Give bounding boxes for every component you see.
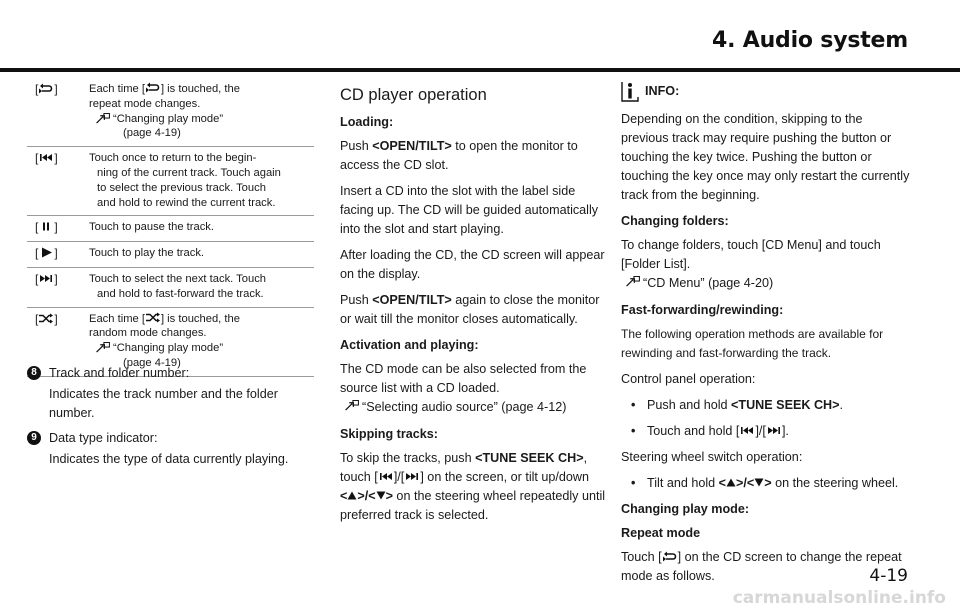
info-icon <box>621 80 639 102</box>
item-description: Indicates the track number and the folder number. <box>49 387 278 420</box>
column-3 <box>621 80 911 593</box>
desc-text: Touch once to return to the begin- <box>89 152 257 165</box>
table-key: [ ] <box>27 307 87 376</box>
text: on the steering wheel repeatedly until preferred track is selected. <box>340 489 606 522</box>
text: ] on the CD screen to change the repeat mode as follows. <box>621 550 902 583</box>
paragraph: After loading the CD, the CD screen will appear on the display. <box>340 248 605 281</box>
button-name: <TUNE SEEK CH> <box>731 398 840 412</box>
reference-page: (page 4-19) <box>123 356 181 369</box>
text: , <box>583 451 588 465</box>
bullet: • <box>631 476 636 490</box>
table-row <box>27 147 314 216</box>
table-key: [ ] <box>27 216 87 242</box>
text: To skip the tracks, push <box>340 451 476 465</box>
info-label: INFO: <box>645 84 680 98</box>
reference-text: “Changing play mode” <box>113 112 224 125</box>
next-track-icon <box>766 425 782 436</box>
desc-text: Touch to pause the track. <box>89 221 215 234</box>
text: < <box>340 489 348 503</box>
reference-text: “CD Menu” (page 4-20) <box>643 276 774 290</box>
text: ]/[ <box>755 424 766 438</box>
reference-pointer-icon <box>95 342 111 353</box>
reference-pointer-icon <box>95 113 111 124</box>
repeat-icon <box>145 82 161 93</box>
chapter-title: 4. Audio system <box>712 28 908 53</box>
table-desc <box>87 78 314 147</box>
paragraph: Depending on the condition, skipping to the previous track may require pushing the button or touching the key twice. Pushing the button or touching the key once may only restart the currently track from the beginning. <box>621 112 910 202</box>
play-icon <box>38 247 54 258</box>
text: < <box>718 476 726 490</box>
table-desc <box>87 242 314 268</box>
table-desc <box>87 147 314 216</box>
control-table <box>27 78 314 377</box>
next-track-icon <box>404 471 420 482</box>
watermark: carmanualsonline.info <box>732 588 946 608</box>
desc-text: ] is touched, the <box>160 83 240 95</box>
info-heading <box>621 80 911 106</box>
text: Push and hold <box>647 398 732 412</box>
button-name: <TUNE SEEK CH> <box>475 451 584 465</box>
reference-text: “Changing play mode” <box>113 342 224 355</box>
repeat-icon <box>662 551 678 562</box>
reference-page: (page 4-19) <box>123 127 181 140</box>
subheading: Activation and playing: <box>340 338 479 352</box>
table-row <box>27 216 314 242</box>
numbered-item <box>27 429 317 448</box>
paragraph <box>621 548 911 586</box>
list-item <box>621 396 911 415</box>
list-item <box>621 422 911 441</box>
bullet: • <box>631 424 636 438</box>
text: Push <box>340 293 373 307</box>
table-row <box>27 78 314 147</box>
item-number-badge: 8 <box>27 366 41 380</box>
list-item <box>621 474 911 493</box>
cross-reference[interactable] <box>340 398 612 417</box>
desc-text: Touch to play the track. <box>89 247 205 260</box>
desc-text: ning of the current track. Touch again <box>97 166 281 179</box>
column-2 <box>340 80 612 532</box>
text: ]. <box>781 424 789 438</box>
random-icon <box>145 312 161 323</box>
subheading: Loading: <box>340 115 394 129</box>
text: >/< <box>357 489 376 503</box>
subheading: Repeat mode <box>621 526 701 540</box>
next-track-icon <box>38 273 54 284</box>
desc-text: and hold to rewind the current track. <box>97 196 276 209</box>
desc-text: random mode changes. <box>89 327 207 340</box>
paragraph: To change folders, touch [CD Menu] and touch [Folder List]. <box>621 238 881 271</box>
table-key: [ ] <box>27 267 87 307</box>
cross-reference[interactable] <box>89 112 312 127</box>
table-key: [ ] <box>27 78 87 147</box>
desc-text: to select the previous track. Touch <box>97 181 266 194</box>
down-arrow-icon <box>376 491 386 500</box>
text: again to close the monitor or wait till the monitor closes automatically. <box>340 293 600 326</box>
cross-reference[interactable] <box>621 274 911 293</box>
item-number-badge: 9 <box>27 431 41 445</box>
button-name: <OPEN/TILT> <box>372 139 452 153</box>
cross-reference[interactable] <box>89 341 312 356</box>
pause-icon <box>38 221 54 232</box>
item-title: Track and folder number: <box>49 366 190 380</box>
text: Tilt and hold <box>647 476 719 490</box>
text: Touch and hold [ <box>647 424 740 438</box>
desc-text: repeat mode changes. <box>89 97 201 110</box>
paragraph: Control panel operation: <box>621 372 756 386</box>
text: > <box>764 476 772 490</box>
text: Touch [ <box>621 550 662 564</box>
subheading: Fast-forwarding/rewinding: <box>621 303 784 317</box>
down-arrow-icon <box>754 478 764 487</box>
paragraph: Steering wheel switch operation: <box>621 450 803 464</box>
table-key: [ ] <box>27 242 87 268</box>
text: on the steering wheel. <box>771 476 899 490</box>
page-number: 4-19 <box>869 566 908 586</box>
up-arrow-icon <box>347 491 357 500</box>
table-row <box>27 267 314 307</box>
previous-track-icon <box>378 471 394 482</box>
reference-pointer-icon <box>625 276 641 287</box>
text: >/< <box>736 476 755 490</box>
paragraph: The following operation methods are available for rewinding and fast-forwarding the track. <box>621 327 884 360</box>
table-desc <box>87 216 314 242</box>
button-name: <OPEN/TILT> <box>372 293 452 307</box>
text: ] on the screen, or tilt up/down <box>420 470 590 484</box>
desc-text: Each time [ <box>89 83 145 95</box>
desc-text: Each time [ <box>89 312 145 325</box>
table-desc <box>87 267 314 307</box>
subheading: Changing play mode: <box>621 502 750 516</box>
previous-track-icon <box>38 152 54 163</box>
reference-text: “Selecting audio source” (page 4-12) <box>362 400 567 414</box>
item-description: Indicates the type of data currently playing. <box>49 452 289 466</box>
paragraph: The CD mode can be also selected from the source list with a CD loaded. <box>340 362 587 395</box>
desc-text: and hold to fast-forward the track. <box>97 287 264 300</box>
paragraph <box>340 291 612 329</box>
up-arrow-icon <box>726 478 736 487</box>
text: . <box>839 398 844 412</box>
bullet: • <box>631 398 636 412</box>
item-title: Data type indicator: <box>49 431 158 445</box>
header-divider <box>0 68 960 72</box>
table-key: [ ] <box>27 147 87 216</box>
text: ]/[ <box>393 470 405 484</box>
text: touch [ <box>340 470 378 484</box>
text: Push <box>340 139 373 153</box>
text: to open the monitor to access the CD slot. <box>340 139 578 172</box>
previous-track-icon <box>739 425 755 436</box>
numbered-item <box>27 364 317 383</box>
paragraph <box>340 449 612 525</box>
paragraph <box>340 137 612 175</box>
reference-pointer-icon <box>344 400 360 411</box>
text: > <box>385 489 393 503</box>
desc-text: Touch to select the next tack. Touch <box>89 272 267 285</box>
table-row <box>27 242 314 268</box>
column-1-items <box>27 364 317 475</box>
subheading: Skipping tracks: <box>340 427 438 441</box>
paragraph: Insert a CD into the slot with the label side facing up. The CD will be guided automatically into the slot and start playing. <box>340 184 599 236</box>
repeat-icon <box>38 83 54 94</box>
section-title: CD player operation <box>340 86 487 104</box>
random-icon <box>38 313 54 324</box>
subheading: Changing folders: <box>621 214 729 228</box>
desc-text: ] is touched, the <box>160 312 240 325</box>
